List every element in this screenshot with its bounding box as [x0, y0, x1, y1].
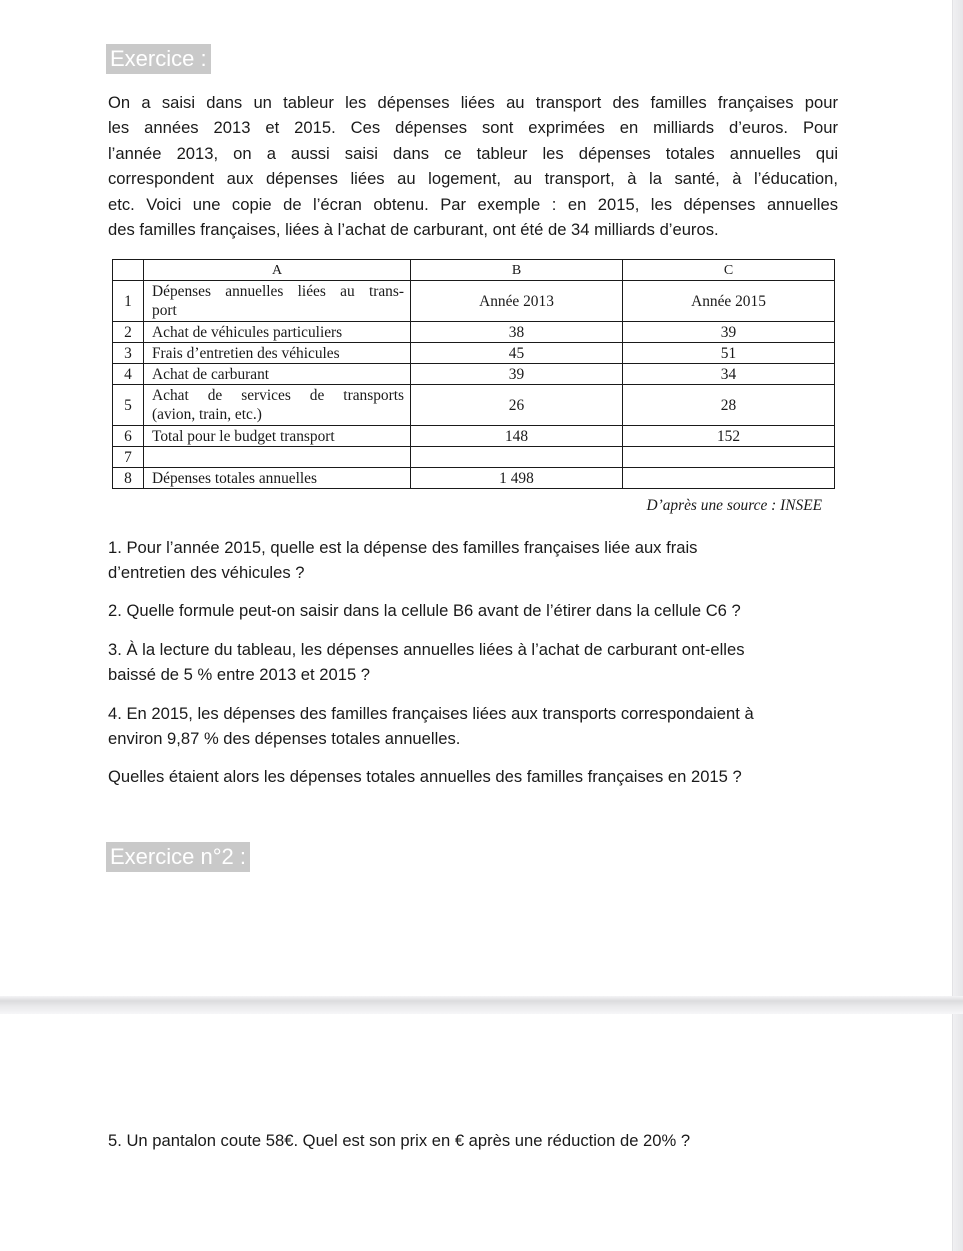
- row-number: 3: [113, 343, 144, 364]
- cell-c3: 51: [623, 343, 835, 364]
- corner-cell: [113, 260, 144, 281]
- column-header-a: A: [144, 260, 411, 281]
- table-row: [113, 322, 835, 343]
- cell-a6: Total pour le budget transport: [144, 426, 411, 447]
- cell-a1: Dépenses annuelles liées au trans- port: [144, 281, 411, 322]
- cell-c4: 34: [623, 364, 835, 385]
- page-edge: [952, 0, 963, 1251]
- intro-line: l’année 2013, on a aussi saisi dans ce tableur les dépenses totales annuelles qui: [108, 143, 838, 163]
- cell-a8: Dépenses totales annuelles: [144, 468, 411, 489]
- column-header-c: C: [623, 260, 835, 281]
- table-row: [113, 447, 835, 468]
- cell-a4: Achat de carburant: [144, 364, 411, 385]
- table-row: [113, 364, 835, 385]
- intro-line: etc. Voici une copie de l’écran obtenu. Par exemple : en 2015, les dépenses annuelles: [108, 194, 838, 214]
- cell-b7: [411, 447, 623, 468]
- row-number: 2: [113, 322, 144, 343]
- cell-b3: 45: [411, 343, 623, 364]
- table-row: [113, 343, 835, 364]
- spreadsheet-table: [112, 259, 834, 489]
- question-1: 1. Pour l’année 2015, quelle est la dépense des familles françaises liée aux frais d’entretien des véhicules ?: [108, 538, 698, 583]
- row-number: 8: [113, 468, 144, 489]
- cell-c7: [623, 447, 835, 468]
- question-5: 5. Un pantalon coute 58€. Quel est son prix en € après une réduction de 20% ?: [108, 1131, 691, 1150]
- cell-b2: 38: [411, 322, 623, 343]
- cell-c5: 28: [623, 385, 835, 426]
- exercise-2-heading: Exercice n°2 :: [106, 842, 250, 872]
- question-4-followup: Quelles étaient alors les dépenses totales annuelles des familles françaises en 2015 ?: [108, 767, 742, 786]
- cell-b6: 148: [411, 426, 623, 447]
- intro-line: les années 2013 et 2015. Ces dépenses sont exprimées en milliards d’euros. Pour: [108, 118, 838, 138]
- table-row: [113, 281, 835, 322]
- question-4: 4. En 2015, les dépenses des familles françaises liées aux transports correspondaient à environ 9,87 % des dépenses totales annuelles.: [108, 704, 754, 749]
- cell-c2: 39: [623, 322, 835, 343]
- intro-line: correspondent aux dépenses liées au logement, au transport, à la santé, à l’éducation,: [108, 169, 838, 189]
- cell-b8: 1 498: [411, 468, 623, 489]
- page-break: [0, 996, 963, 1014]
- question-3: 3. À la lecture du tableau, les dépenses annuelles liées à l’achat de carburant ont-elles baissé de 5 % entre 2013 et 2015 ?: [108, 640, 745, 685]
- cell-a3: Frais d’entretien des véhicules: [144, 343, 411, 364]
- row-number: 4: [113, 364, 144, 385]
- column-header-b: B: [411, 260, 623, 281]
- row-number: 1: [113, 281, 144, 322]
- cell-c6: 152: [623, 426, 835, 447]
- row-number: 5: [113, 385, 144, 426]
- cell-b1: Année 2013: [411, 281, 623, 322]
- table-row: [113, 426, 835, 447]
- exercise-1-heading: Exercice :: [106, 44, 211, 74]
- table-row: [113, 385, 835, 426]
- intro-line: On a saisi dans un tableur les dépenses liées au transport des familles françaises pour: [108, 93, 838, 112]
- cell-b5: 26: [411, 385, 623, 426]
- row-number: 6: [113, 426, 144, 447]
- cell-a7: [144, 447, 411, 468]
- cell-c1: Année 2015: [623, 281, 835, 322]
- cell-a2: Achat de véhicules particuliers: [144, 322, 411, 343]
- cell-a5: Achat de services de transports (avion, train, etc.): [144, 385, 411, 426]
- question-2: 2. Quelle formule peut-on saisir dans la cellule B6 avant de l’étirer dans la cellule C6 ?: [108, 601, 741, 620]
- column-header-row: [113, 260, 835, 281]
- intro-line: des familles françaises, liées à l’achat de carburant, ont été de 34 milliards d’euros.: [108, 220, 719, 240]
- table-source: D’après une source : INSEE: [646, 497, 822, 514]
- cell-c8: [623, 468, 835, 489]
- table-row: [113, 468, 835, 489]
- cell-b4: 39: [411, 364, 623, 385]
- row-number: 7: [113, 447, 144, 468]
- exercise-1-intro: [108, 90, 838, 242]
